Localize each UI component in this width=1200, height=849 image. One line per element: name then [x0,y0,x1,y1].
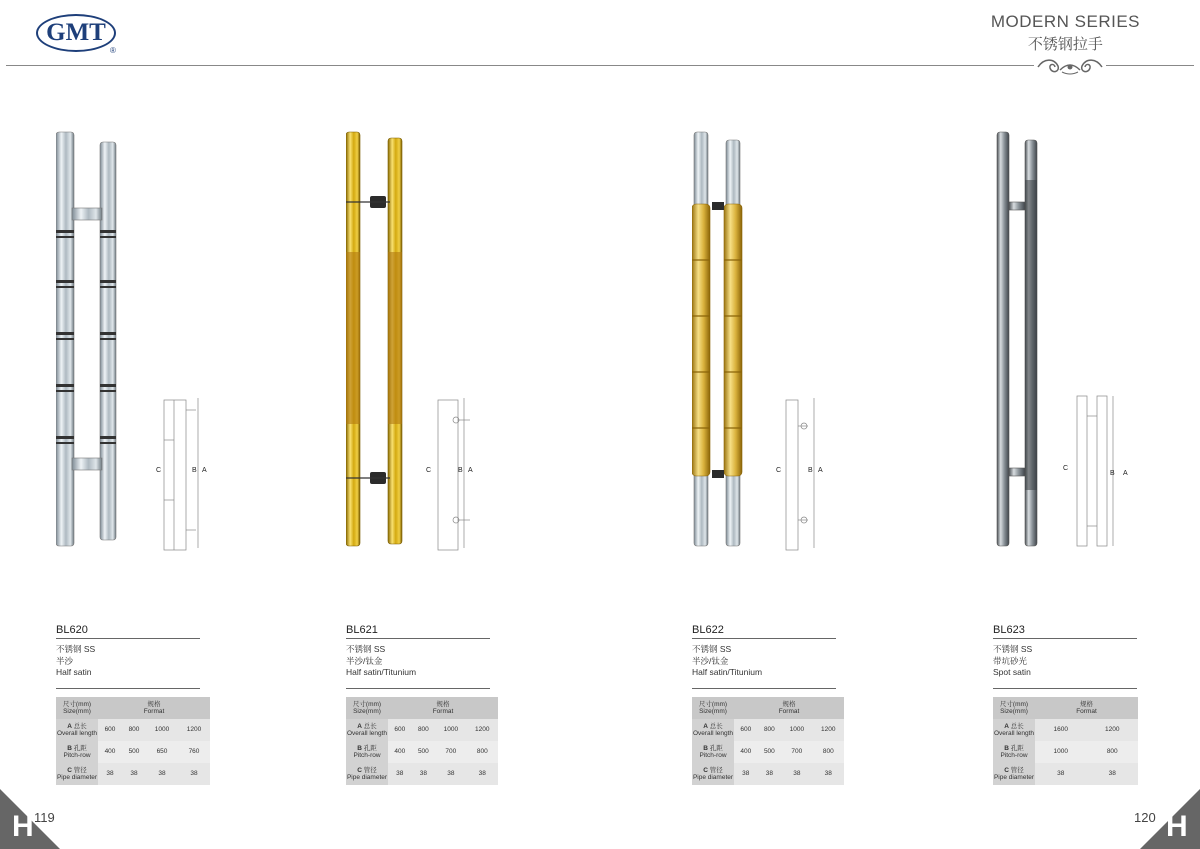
model-name: BL622 [692,624,724,636]
model-divider [993,638,1137,639]
table-row: B 孔距 Pitch-row 1000 800 [993,741,1138,763]
dim-label-a: A [468,467,473,474]
table-row: A 总长 Overall length 1600 1200 [993,719,1138,741]
handle-image-bl622 [692,120,1022,560]
table-row: A 总长 Overall length 600 800 1000 1200 [692,719,844,741]
desc-divider [993,688,1137,689]
dim-label-c: C [156,467,162,474]
finish-en-text: Half satin [56,667,92,677]
table-row: C 管径 Pipe diameter 38 38 38 38 [56,763,210,785]
material-text: 不锈钢 SS [56,644,96,654]
logo-ellipse [36,14,116,52]
header-divider [6,65,1194,66]
product-bl623 [993,120,1200,800]
format-header: 规格 Format [1035,697,1138,719]
table-row: A 总长 Overall length 600 800 1000 1200 [56,719,210,741]
dim-label-c: C [426,467,432,474]
series-title-cn: 不锈钢拉手 [1027,36,1103,53]
product-description [993,644,1032,679]
product-description [692,644,762,679]
dim-label-c: C [776,467,782,474]
brand-logo [36,14,120,56]
table-row: B 孔距 Pitch-row 400 500 700 800 [346,741,498,763]
handle-image-bl623 [993,120,1193,560]
dim-label-b: B [808,467,813,474]
dim-label-b: B [1110,470,1115,477]
ornament-icon [1034,56,1106,78]
size-header: 尺寸(mm) Size(mm) [692,697,734,719]
product-bl622 [692,120,1022,800]
series-title-en: MODERN SERIES [990,12,1140,31]
desc-divider [56,688,200,689]
series-title [991,12,1140,54]
logo-text: GMT [46,19,106,46]
desc-divider [692,688,836,689]
table-row: A 总长 Overall length 600 800 1000 1200 [346,719,498,741]
model-name: BL623 [993,624,1025,636]
dim-label-a: A [202,467,207,474]
material-text: 不锈钢 SS [346,644,386,654]
table-row: C 管径 Pipe diameter 38 38 38 38 [346,763,498,785]
size-header: 尺寸(mm) Size(mm) [56,697,98,719]
finish-cn-text: 半沙 [56,655,74,666]
spec-table [692,697,844,785]
spec-table [346,697,498,785]
dim-label-a: A [1123,470,1128,477]
section-letter-right: H [1166,810,1188,843]
format-header: 规格 Format [98,697,210,719]
model-divider [346,638,490,639]
size-header: 尺寸(mm) Size(mm) [993,697,1035,719]
spec-table [56,697,210,785]
finish-en-text: Spot satin [993,667,1031,677]
handle-image-bl621 [346,120,676,560]
product-bl620 [56,120,386,800]
spec-table [993,697,1138,785]
desc-divider [346,688,490,689]
dim-label-c: C [1063,465,1069,472]
registered-mark: ® [110,46,116,55]
dim-label-a: A [818,467,823,474]
handle-image-bl620 [56,120,386,560]
product-description [56,644,95,679]
size-header: 尺寸(mm) Size(mm) [346,697,388,719]
dim-label-b: B [458,467,463,474]
material-text: 不锈钢 SS [993,644,1033,654]
model-name: BL621 [346,624,378,636]
model-name: BL620 [56,624,88,636]
finish-cn-text: 半沙/钛金 [346,655,383,666]
model-divider [692,638,836,639]
finish-en-text: Half satin/Titunium [346,667,417,677]
table-row: B 孔距 Pitch-row 400 500 650 760 [56,741,210,763]
product-description [346,644,416,679]
section-letter-left: H [12,810,34,843]
page-number-right: 120 [1134,810,1156,825]
table-row: C 管径 Pipe diameter 38 38 38 38 [692,763,844,785]
model-divider [56,638,200,639]
finish-cn-text: 带坑砂光 [993,655,1028,666]
page-number-left: 119 [34,810,55,825]
finish-cn-text: 半沙/钛金 [692,655,729,666]
dim-label-b: B [192,467,197,474]
finish-en-text: Half satin/Titunium [692,667,763,677]
format-header: 规格 Format [388,697,498,719]
product-bl621 [346,120,676,800]
format-header: 规格 Format [734,697,844,719]
material-text: 不锈钢 SS [692,644,732,654]
table-row: B 孔距 Pitch-row 400 500 700 800 [692,741,844,763]
table-row: C 管径 Pipe diameter 38 38 [993,763,1138,785]
